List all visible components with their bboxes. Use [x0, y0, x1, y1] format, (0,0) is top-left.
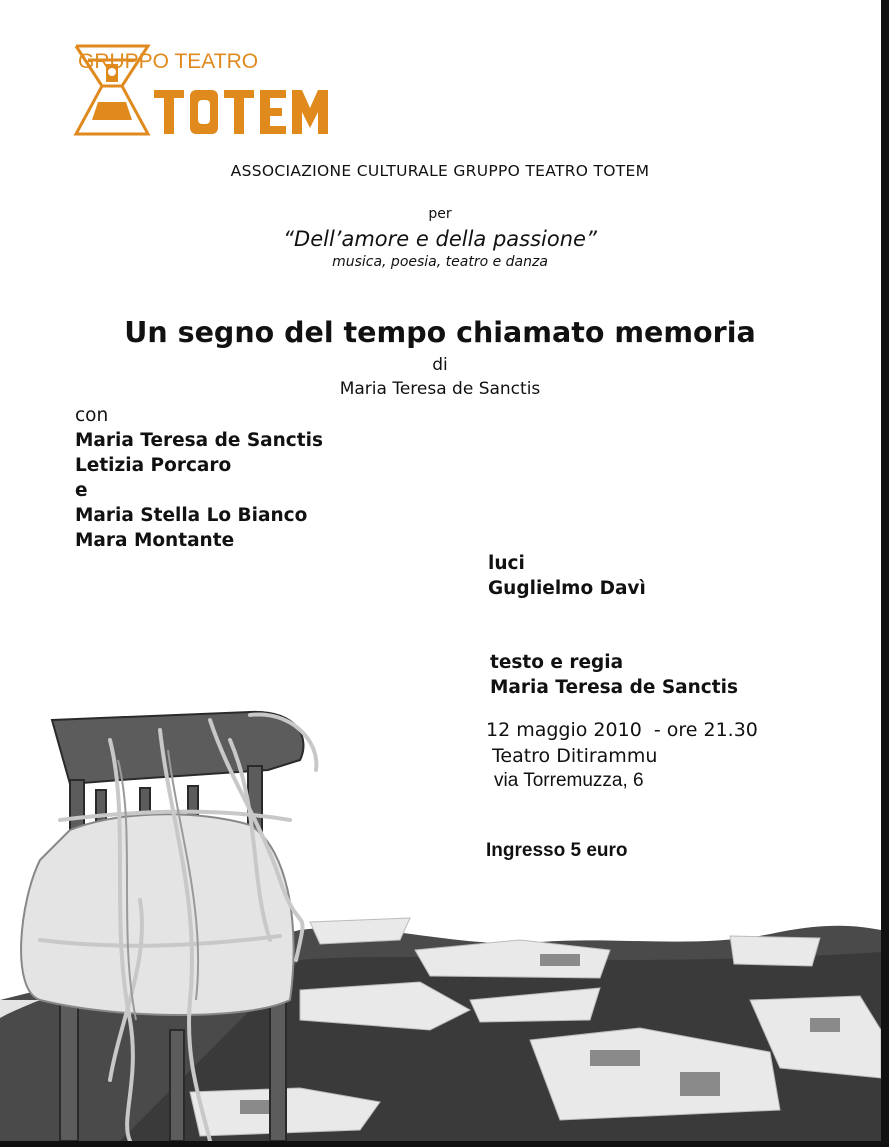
- association-name: ASSOCIAZIONE CULTURALE GRUPPO TEATRO TOTEM: [230, 162, 650, 180]
- regia-label: testo e regia: [490, 652, 624, 673]
- regia-name: Maria Teresa de Sanctis: [490, 677, 738, 698]
- con-label: con: [75, 405, 109, 426]
- cast-list: [75, 403, 323, 553]
- luci-name: Guglielmo Davì: [488, 578, 646, 599]
- show-title: “Dell’amore e della passione”: [283, 227, 597, 251]
- cast-member: Maria Teresa de Sanctis: [75, 430, 323, 451]
- e-label: e: [75, 480, 88, 501]
- event-address: via Torremuzza, 6: [494, 770, 644, 791]
- direction-credit: [490, 650, 738, 700]
- lighting-credit: [488, 551, 646, 601]
- author-name: Maria Teresa de Sanctis: [339, 379, 541, 399]
- di-text: di: [432, 355, 448, 375]
- event-theatre: Teatro Ditirammu: [492, 745, 658, 767]
- chair-with-rope-photo: [0, 700, 889, 1147]
- event-date: 12 maggio 2010 - ore 21.30: [486, 719, 758, 741]
- ticket-price: Ingresso 5 euro: [486, 840, 628, 861]
- bottom-border: [0, 1141, 889, 1147]
- show-subtitle: musica, poesia, teatro e danza: [332, 254, 548, 270]
- cast-member: Mara Montante: [75, 530, 235, 551]
- per-text: per: [428, 206, 452, 222]
- page-title: Un segno del tempo chiamato memoria: [124, 316, 756, 349]
- logo-top-text: GRUPPO TEATRO: [78, 50, 259, 73]
- cast-member: Maria Stella Lo Bianco: [75, 505, 308, 526]
- luci-label: luci: [488, 553, 525, 574]
- cast-member: Letizia Porcaro: [75, 455, 232, 476]
- right-border: [881, 0, 889, 1147]
